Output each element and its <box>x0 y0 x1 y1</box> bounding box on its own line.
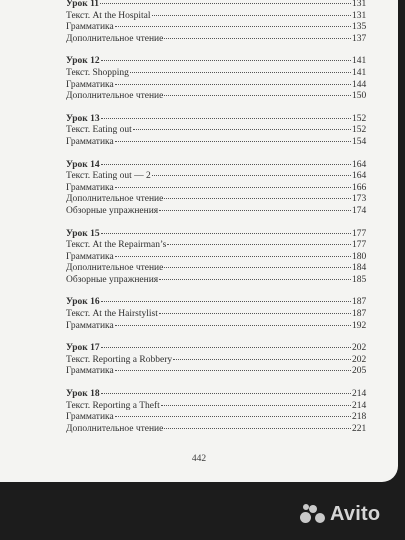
dot-leader <box>164 259 351 268</box>
toc-entry-label: Текст. Reporting a Robbery <box>66 354 173 365</box>
dot-leader <box>159 305 351 314</box>
toc-section <box>66 54 366 100</box>
dot-leader <box>133 121 351 130</box>
toc-entry-page: 137 <box>352 33 367 44</box>
toc-entry-page: 131 <box>352 10 367 21</box>
dot-leader <box>100 0 351 4</box>
toc-section <box>66 0 366 43</box>
toc-entry-label: Текст. Eating out — 2 <box>66 171 151 182</box>
toc-entry-page: 177 <box>352 240 367 251</box>
toc-entry-label: Текст. Shopping <box>66 67 129 78</box>
toc-entry <box>66 422 366 434</box>
toc-entry-label: Урок 14 <box>66 159 100 170</box>
toc-entry-label: Грамматика <box>66 182 114 193</box>
toc-section <box>66 227 366 285</box>
dot-leader <box>161 397 351 406</box>
table-of-contents <box>66 0 366 444</box>
dot-leader <box>115 133 351 142</box>
toc-entry-page: 141 <box>352 67 367 78</box>
avito-watermark <box>300 502 380 526</box>
toc-entry-page: 185 <box>352 274 367 285</box>
toc-section <box>66 387 366 433</box>
toc-entry-page: 187 <box>352 297 367 308</box>
toc-entry-label: Урок 15 <box>66 228 100 239</box>
toc-entry-page: 187 <box>352 309 367 320</box>
toc-entry-label: Урок 11 <box>66 0 100 9</box>
toc-entry <box>66 135 366 147</box>
toc-entry-page: 177 <box>352 228 367 239</box>
dot-leader <box>152 167 351 176</box>
toc-entry-page: 214 <box>352 389 367 400</box>
toc-entry-label: Урок 13 <box>66 113 100 124</box>
toc-entry-page: 205 <box>352 366 367 377</box>
toc-entry-page: 135 <box>352 22 367 33</box>
toc-entry <box>66 204 366 216</box>
toc-entry-label: Грамматика <box>66 22 114 33</box>
toc-entry-page: 218 <box>352 412 367 423</box>
toc-entry-label: Дополнительное чтение <box>66 423 164 434</box>
toc-entry-page: 192 <box>352 320 367 331</box>
toc-entry-page: 141 <box>352 56 367 67</box>
toc-entry-label: Дополнительное чтение <box>66 194 164 205</box>
dot-leader <box>115 408 351 417</box>
dot-leader <box>115 18 351 27</box>
toc-section <box>66 295 366 330</box>
dot-leader <box>115 317 351 326</box>
toc-entry-label: Урок 12 <box>66 56 100 67</box>
toc-entry-label: Грамматика <box>66 412 114 423</box>
toc-section <box>66 341 366 376</box>
toc-entry-page: 154 <box>352 136 367 147</box>
toc-entry-page: 150 <box>352 91 367 102</box>
toc-entry-page: 174 <box>352 205 367 216</box>
dot-leader <box>173 351 351 360</box>
toc-entry-label: Текст. At the Repairman’s <box>66 240 167 251</box>
dot-leader <box>164 87 351 96</box>
toc-entry-label: Обзорные упражнения <box>66 274 159 285</box>
toc-entry-page: 166 <box>352 182 367 193</box>
dot-leader <box>130 64 351 73</box>
toc-entry-label: Дополнительное чтение <box>66 263 164 274</box>
toc-section <box>66 112 366 147</box>
toc-entry-page: 202 <box>352 343 367 354</box>
toc-entry <box>66 32 366 44</box>
dot-leader <box>152 7 352 16</box>
toc-entry-page: 180 <box>352 251 367 262</box>
dot-leader <box>164 190 351 199</box>
toc-entry-label: Текст. Eating out <box>66 125 132 136</box>
dot-leader <box>167 236 351 245</box>
toc-entry-page: 184 <box>352 263 367 274</box>
avito-wordmark: Avito <box>330 502 381 525</box>
toc-entry-page: 164 <box>352 159 367 170</box>
dot-leader <box>115 76 351 85</box>
toc-entry-page: 152 <box>352 125 367 136</box>
dot-leader <box>101 156 351 165</box>
dot-leader <box>115 248 351 257</box>
toc-section <box>66 158 366 216</box>
toc-entry-page: 164 <box>352 171 367 182</box>
toc-entry-page: 173 <box>352 194 367 205</box>
dot-leader <box>101 225 351 234</box>
toc-entry-page: 131 <box>352 0 367 9</box>
toc-entry-label: Грамматика <box>66 320 114 331</box>
dot-leader <box>101 52 351 61</box>
toc-entry <box>66 273 366 285</box>
dot-leader <box>115 362 351 371</box>
toc-entry-page: 221 <box>352 423 367 434</box>
dot-leader <box>164 30 351 39</box>
dot-leader <box>101 293 351 302</box>
toc-entry-label: Урок 16 <box>66 297 100 308</box>
toc-entry-label: Грамматика <box>66 136 114 147</box>
dot-leader <box>164 420 351 429</box>
toc-entry-label: Текст. At the Hospital <box>66 10 151 21</box>
dot-leader <box>101 385 351 394</box>
toc-entry-page: 144 <box>352 79 367 90</box>
dot-leader <box>101 110 351 119</box>
dot-leader <box>115 179 351 188</box>
toc-entry-page: 202 <box>352 354 367 365</box>
dot-leader <box>101 339 351 348</box>
toc-entry-label: Дополнительное чтение <box>66 91 164 102</box>
toc-entry-label: Дополнительное чтение <box>66 33 164 44</box>
dot-leader <box>159 271 351 280</box>
toc-entry-label: Урок 18 <box>66 389 100 400</box>
toc-entry-label: Текст. Reporting a Theft <box>66 400 160 411</box>
toc-entry <box>66 89 366 101</box>
toc-entry-label: Текст. At the Hairstylist <box>66 309 158 320</box>
toc-entry-label: Обзорные упражнения <box>66 205 159 216</box>
toc-entry-page: 214 <box>352 400 367 411</box>
toc-entry-label: Урок 17 <box>66 343 100 354</box>
dot-leader <box>159 202 351 211</box>
toc-entry <box>66 319 366 331</box>
avito-logo-icon <box>300 503 326 525</box>
toc-entry-label: Грамматика <box>66 251 114 262</box>
page-number: 442 <box>191 454 207 464</box>
toc-entry-label: Грамматика <box>66 79 114 90</box>
toc-entry <box>66 364 366 376</box>
toc-entry-page: 152 <box>352 113 367 124</box>
toc-entry-label: Грамматика <box>66 366 114 377</box>
